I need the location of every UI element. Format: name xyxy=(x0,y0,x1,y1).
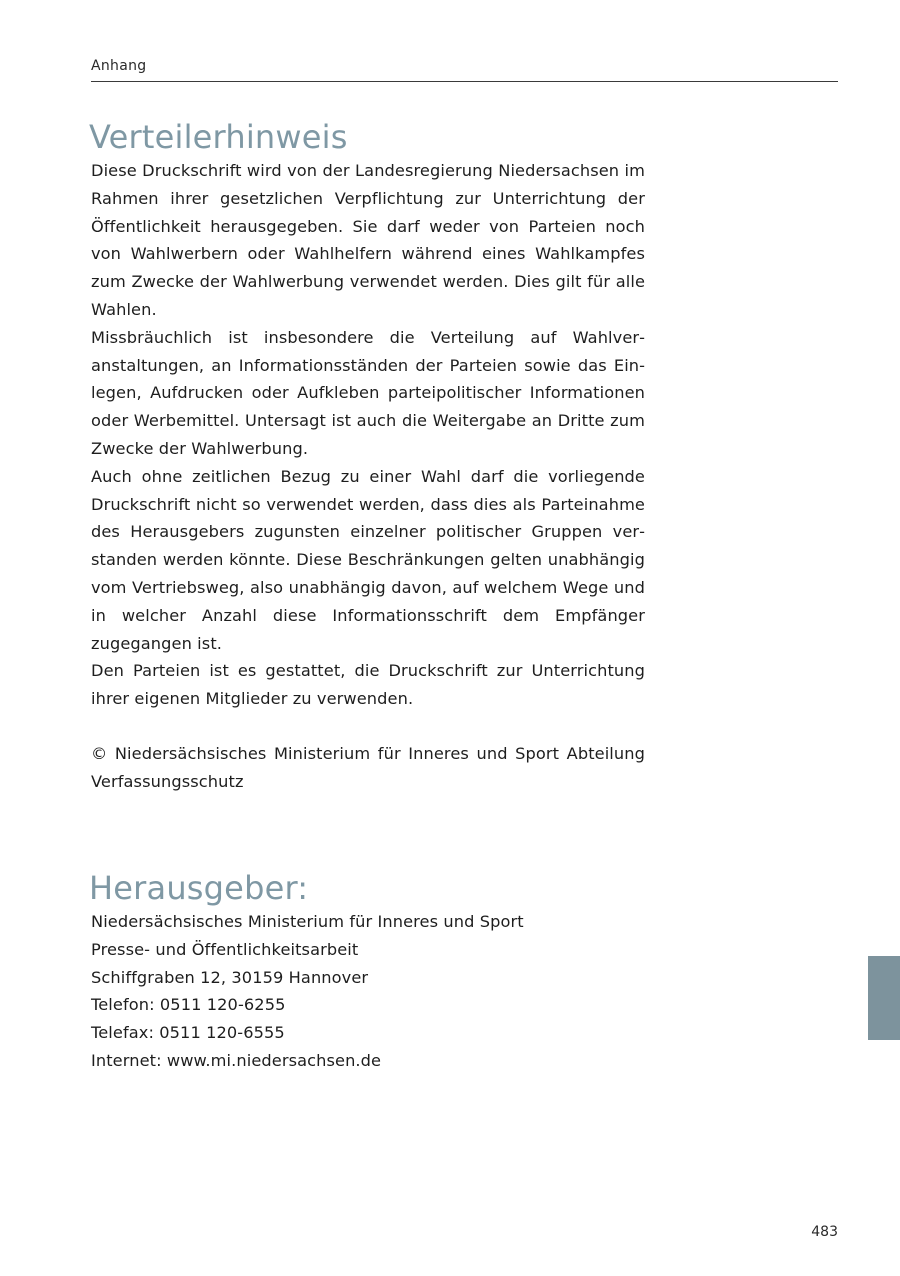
paragraph-1: Diese Druckschrift wird von der Landesregierung Niedersachsen im Rahmen ihrer gesetzlichen Verpflichtung zur Unterrichtung der Öffentlichkeit herausgegeben. Sie darf weder von Parteien noch von Wahlwerbern oder Wahlhelfern während eines Wahlkampfes zum Zwecke der Wahlwerbung verwendet werden. Dies gilt für alle Wahlen. xyxy=(91,161,645,319)
herausgeber-title: Herausgeber: xyxy=(89,869,309,907)
verteilerhinweis-title: Verteilerhinweis xyxy=(89,118,348,156)
address-internet: Internet: www.mi.niedersachsen.de xyxy=(91,1050,382,1070)
address-fax: Telefax: 0511 120-6555 xyxy=(91,1023,285,1043)
paragraph-2: Missbräuchlich ist insbesondere die Verteilung auf Wahlveranstaltungen, an Informationsständen der Parteien sowie das Einlegen, Aufdrucken oder Aufkleben parteipolitischer Informationen oder Werbemittel. Untersagt ist auch die Weitergabe an Dritte zum Zwecke der Wahlwerbung. xyxy=(91,327,645,458)
verteilerhinweis-body xyxy=(91,157,645,713)
copyright-text: © Niedersächsisches Ministerium für Inneres und Sport Abteilung Verfassungsschutz xyxy=(91,744,645,791)
running-header: Anhang xyxy=(91,58,147,74)
address-department: Presse- und Öffentlichkeitsarbeit xyxy=(91,939,359,959)
address-ministry: Niedersächsisches Ministerium für Inneres und Sport xyxy=(91,912,524,931)
chapter-side-tab xyxy=(868,956,900,1040)
address-phone: Telefon: 0511 120-6255 xyxy=(91,995,286,1015)
paragraph-4: Den Parteien ist es gestattet, die Druckschrift zur Unterrichtung ihrer eigenen Mitglieder zu verwenden. xyxy=(91,661,645,709)
herausgeber-address xyxy=(91,908,691,1075)
page-number: 483 xyxy=(811,1224,838,1240)
header-rule xyxy=(91,81,838,82)
paragraph-3: Auch ohne zeitlichen Bezug zu einer Wahl darf die vorliegende Druckschrift nicht so verwendet werden, dass dies als Parteinahme des Herausgebers zugunsten einzelner politischer Gruppen verstanden werden könnte. Diese Beschränkungen gelten unabhängig vom Vertriebsweg, also unabhängig davon, auf welchem Wege und in welcher Anzahl diese Informationsschrift dem Empfänger zugegangen ist. xyxy=(91,466,645,653)
copyright-notice xyxy=(91,740,645,796)
address-street: Schiffgraben 12, 30159 Hannover xyxy=(91,967,369,987)
